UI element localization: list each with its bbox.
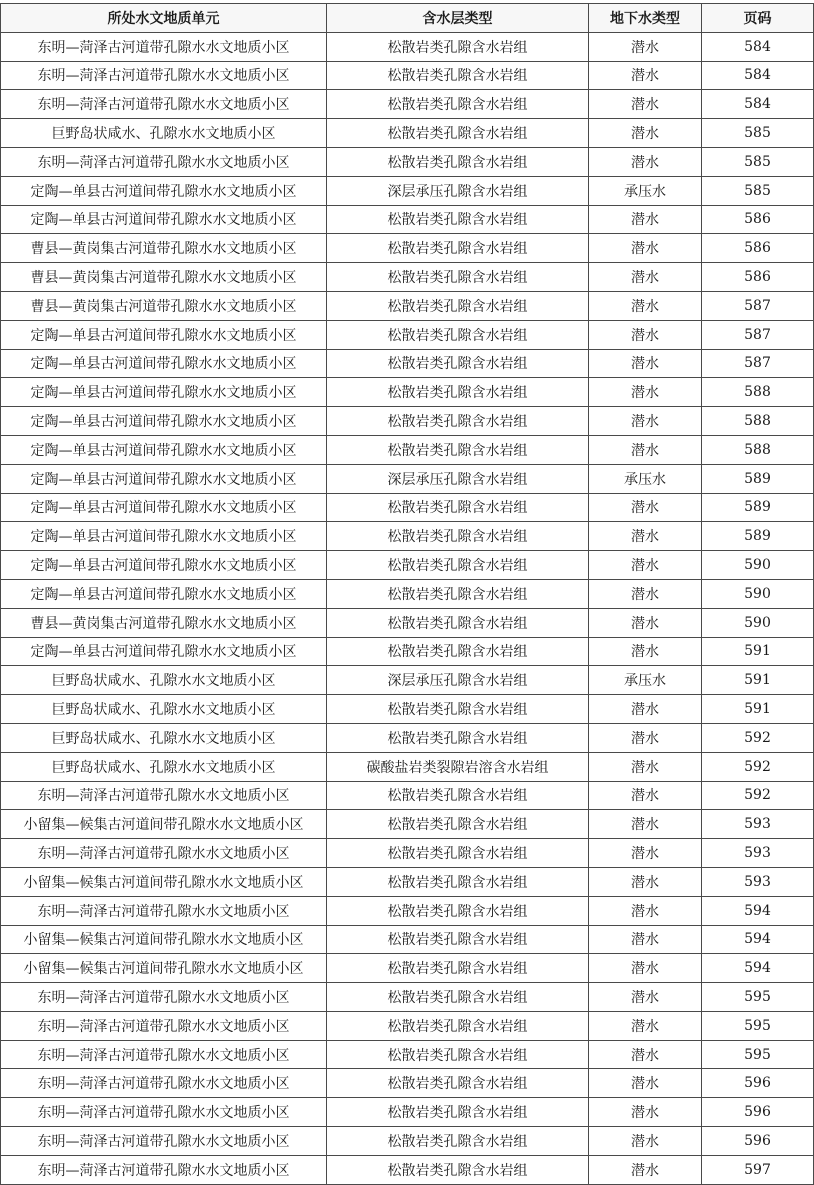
cell-page-number: 586 <box>702 205 814 234</box>
table-row <box>1 119 814 148</box>
cell-groundwater-type: 潜水 <box>589 579 702 608</box>
table-row <box>1 983 814 1012</box>
cell-groundwater-type: 潜水 <box>589 954 702 983</box>
cell-page-number: 587 <box>702 320 814 349</box>
cell-page-number: 590 <box>702 551 814 580</box>
cell-hydrogeologic-unit: 定陶—单县古河道间带孔隙水水文地质小区 <box>1 522 327 551</box>
cell-page-number: 594 <box>702 896 814 925</box>
cell-groundwater-type: 潜水 <box>589 896 702 925</box>
cell-groundwater-type: 潜水 <box>589 810 702 839</box>
cell-groundwater-type: 潜水 <box>589 1155 702 1184</box>
cell-aquifer-type: 松散岩类孔隙含水岩组 <box>327 90 589 119</box>
cell-page-number: 591 <box>702 695 814 724</box>
cell-aquifer-type: 碳酸盐岩类裂隙岩溶含水岩组 <box>327 752 589 781</box>
cell-page-number: 590 <box>702 608 814 637</box>
cell-hydrogeologic-unit: 东明—菏泽古河道带孔隙水水文地质小区 <box>1 1098 327 1127</box>
cell-hydrogeologic-unit: 东明—菏泽古河道带孔隙水水文地质小区 <box>1 1155 327 1184</box>
cell-aquifer-type: 松散岩类孔隙含水岩组 <box>327 61 589 90</box>
cell-page-number: 590 <box>702 579 814 608</box>
cell-page-number: 586 <box>702 234 814 263</box>
cell-groundwater-type: 潜水 <box>589 608 702 637</box>
cell-aquifer-type: 深层承压孔隙含水岩组 <box>327 176 589 205</box>
cell-groundwater-type: 潜水 <box>589 695 702 724</box>
table-row <box>1 1069 814 1098</box>
cell-page-number: 594 <box>702 925 814 954</box>
cell-groundwater-type: 潜水 <box>589 234 702 263</box>
table-row <box>1 407 814 436</box>
cell-aquifer-type: 松散岩类孔隙含水岩组 <box>327 205 589 234</box>
table-row <box>1 522 814 551</box>
cell-aquifer-type: 松散岩类孔隙含水岩组 <box>327 320 589 349</box>
cell-groundwater-type: 潜水 <box>589 320 702 349</box>
cell-hydrogeologic-unit: 曹县—黄岗集古河道带孔隙水水文地质小区 <box>1 263 327 292</box>
cell-aquifer-type: 松散岩类孔隙含水岩组 <box>327 723 589 752</box>
cell-hydrogeologic-unit: 巨野岛状咸水、孔隙水水文地质小区 <box>1 666 327 695</box>
cell-groundwater-type: 承压水 <box>589 176 702 205</box>
table-row <box>1 1011 814 1040</box>
cell-groundwater-type: 潜水 <box>589 1098 702 1127</box>
table-row <box>1 147 814 176</box>
cell-aquifer-type: 松散岩类孔隙含水岩组 <box>327 1127 589 1156</box>
cell-page-number: 587 <box>702 291 814 320</box>
table-row <box>1 90 814 119</box>
cell-hydrogeologic-unit: 东明—菏泽古河道带孔隙水水文地质小区 <box>1 1069 327 1098</box>
cell-aquifer-type: 松散岩类孔隙含水岩组 <box>327 32 589 61</box>
cell-aquifer-type: 松散岩类孔隙含水岩组 <box>327 263 589 292</box>
cell-aquifer-type: 松散岩类孔隙含水岩组 <box>327 954 589 983</box>
cell-hydrogeologic-unit: 东明—菏泽古河道带孔隙水水文地质小区 <box>1 1011 327 1040</box>
cell-aquifer-type: 松散岩类孔隙含水岩组 <box>327 522 589 551</box>
cell-page-number: 585 <box>702 147 814 176</box>
cell-hydrogeologic-unit: 东明—菏泽古河道带孔隙水水文地质小区 <box>1 32 327 61</box>
cell-aquifer-type: 松散岩类孔隙含水岩组 <box>327 493 589 522</box>
cell-hydrogeologic-unit: 东明—菏泽古河道带孔隙水水文地质小区 <box>1 1127 327 1156</box>
table-row <box>1 493 814 522</box>
cell-aquifer-type: 松散岩类孔隙含水岩组 <box>327 1011 589 1040</box>
cell-aquifer-type: 松散岩类孔隙含水岩组 <box>327 810 589 839</box>
cell-groundwater-type: 潜水 <box>589 781 702 810</box>
cell-groundwater-type: 潜水 <box>589 291 702 320</box>
cell-page-number: 595 <box>702 983 814 1012</box>
cell-groundwater-type: 潜水 <box>589 349 702 378</box>
cell-page-number: 591 <box>702 637 814 666</box>
cell-aquifer-type: 松散岩类孔隙含水岩组 <box>327 896 589 925</box>
cell-page-number: 596 <box>702 1098 814 1127</box>
cell-page-number: 584 <box>702 90 814 119</box>
table-row <box>1 263 814 292</box>
table-row <box>1 608 814 637</box>
table-row <box>1 723 814 752</box>
cell-page-number: 594 <box>702 954 814 983</box>
cell-groundwater-type: 潜水 <box>589 522 702 551</box>
table-row <box>1 810 814 839</box>
table-row <box>1 291 814 320</box>
cell-page-number: 591 <box>702 666 814 695</box>
cell-aquifer-type: 松散岩类孔隙含水岩组 <box>327 695 589 724</box>
cell-hydrogeologic-unit: 巨野岛状咸水、孔隙水水文地质小区 <box>1 695 327 724</box>
cell-hydrogeologic-unit: 小留集—候集古河道间带孔隙水水文地质小区 <box>1 925 327 954</box>
table-row <box>1 205 814 234</box>
header-hydrogeologic-unit: 所处水文地质单元 <box>1 4 327 33</box>
cell-hydrogeologic-unit: 东明—菏泽古河道带孔隙水水文地质小区 <box>1 983 327 1012</box>
cell-page-number: 587 <box>702 349 814 378</box>
cell-hydrogeologic-unit: 定陶—单县古河道间带孔隙水水文地质小区 <box>1 205 327 234</box>
cell-aquifer-type: 松散岩类孔隙含水岩组 <box>327 234 589 263</box>
cell-aquifer-type: 松散岩类孔隙含水岩组 <box>327 378 589 407</box>
cell-groundwater-type: 潜水 <box>589 435 702 464</box>
cell-aquifer-type: 松散岩类孔隙含水岩组 <box>327 291 589 320</box>
table-row <box>1 435 814 464</box>
cell-hydrogeologic-unit: 曹县—黄岗集古河道带孔隙水水文地质小区 <box>1 608 327 637</box>
cell-page-number: 589 <box>702 493 814 522</box>
cell-groundwater-type: 潜水 <box>589 32 702 61</box>
table-row <box>1 637 814 666</box>
cell-hydrogeologic-unit: 曹县—黄岗集古河道带孔隙水水文地质小区 <box>1 291 327 320</box>
table-row <box>1 1155 814 1184</box>
cell-aquifer-type: 松散岩类孔隙含水岩组 <box>327 637 589 666</box>
table-row <box>1 349 814 378</box>
table-row <box>1 464 814 493</box>
cell-aquifer-type: 松散岩类孔隙含水岩组 <box>327 579 589 608</box>
cell-hydrogeologic-unit: 定陶—单县古河道间带孔隙水水文地质小区 <box>1 637 327 666</box>
cell-hydrogeologic-unit: 巨野岛状咸水、孔隙水水文地质小区 <box>1 723 327 752</box>
cell-page-number: 585 <box>702 176 814 205</box>
cell-groundwater-type: 潜水 <box>589 1040 702 1069</box>
cell-aquifer-type: 松散岩类孔隙含水岩组 <box>327 435 589 464</box>
cell-page-number: 596 <box>702 1069 814 1098</box>
cell-page-number: 596 <box>702 1127 814 1156</box>
table-row <box>1 896 814 925</box>
cell-hydrogeologic-unit: 巨野岛状咸水、孔隙水水文地质小区 <box>1 119 327 148</box>
table-row <box>1 1127 814 1156</box>
cell-page-number: 589 <box>702 464 814 493</box>
table-row <box>1 752 814 781</box>
cell-aquifer-type: 深层承压孔隙含水岩组 <box>327 666 589 695</box>
cell-hydrogeologic-unit: 定陶—单县古河道间带孔隙水水文地质小区 <box>1 435 327 464</box>
cell-page-number: 589 <box>702 522 814 551</box>
cell-groundwater-type: 潜水 <box>589 1069 702 1098</box>
cell-page-number: 588 <box>702 435 814 464</box>
cell-hydrogeologic-unit: 巨野岛状咸水、孔隙水水文地质小区 <box>1 752 327 781</box>
cell-groundwater-type: 潜水 <box>589 723 702 752</box>
cell-groundwater-type: 潜水 <box>589 752 702 781</box>
cell-hydrogeologic-unit: 东明—菏泽古河道带孔隙水水文地质小区 <box>1 90 327 119</box>
cell-groundwater-type: 潜水 <box>589 378 702 407</box>
cell-aquifer-type: 松散岩类孔隙含水岩组 <box>327 839 589 868</box>
cell-aquifer-type: 松散岩类孔隙含水岩组 <box>327 1098 589 1127</box>
cell-groundwater-type: 潜水 <box>589 983 702 1012</box>
table-row <box>1 1098 814 1127</box>
hydrogeology-table <box>0 3 814 1185</box>
header-aquifer-type: 含水层类型 <box>327 4 589 33</box>
cell-hydrogeologic-unit: 定陶—单县古河道间带孔隙水水文地质小区 <box>1 579 327 608</box>
table-row <box>1 234 814 263</box>
table-row <box>1 378 814 407</box>
table-row <box>1 781 814 810</box>
cell-aquifer-type: 松散岩类孔隙含水岩组 <box>327 1040 589 1069</box>
table-body <box>1 32 814 1184</box>
cell-aquifer-type: 松散岩类孔隙含水岩组 <box>327 781 589 810</box>
cell-aquifer-type: 松散岩类孔隙含水岩组 <box>327 119 589 148</box>
cell-page-number: 588 <box>702 407 814 436</box>
table-row <box>1 925 814 954</box>
cell-groundwater-type: 潜水 <box>589 119 702 148</box>
cell-aquifer-type: 松散岩类孔隙含水岩组 <box>327 867 589 896</box>
cell-hydrogeologic-unit: 曹县—黄岗集古河道带孔隙水水文地质小区 <box>1 234 327 263</box>
cell-groundwater-type: 潜水 <box>589 637 702 666</box>
header-page-number: 页码 <box>702 4 814 33</box>
cell-groundwater-type: 潜水 <box>589 1127 702 1156</box>
cell-page-number: 585 <box>702 119 814 148</box>
cell-page-number: 593 <box>702 810 814 839</box>
cell-groundwater-type: 潜水 <box>589 493 702 522</box>
cell-groundwater-type: 承压水 <box>589 666 702 695</box>
cell-groundwater-type: 承压水 <box>589 464 702 493</box>
cell-page-number: 595 <box>702 1040 814 1069</box>
cell-hydrogeologic-unit: 小留集—候集古河道间带孔隙水水文地质小区 <box>1 954 327 983</box>
table-row <box>1 579 814 608</box>
cell-hydrogeologic-unit: 小留集—候集古河道间带孔隙水水文地质小区 <box>1 810 327 839</box>
cell-groundwater-type: 潜水 <box>589 263 702 292</box>
cell-groundwater-type: 潜水 <box>589 551 702 580</box>
cell-hydrogeologic-unit: 东明—菏泽古河道带孔隙水水文地质小区 <box>1 896 327 925</box>
cell-groundwater-type: 潜水 <box>589 147 702 176</box>
table-row <box>1 867 814 896</box>
cell-groundwater-type: 潜水 <box>589 867 702 896</box>
table-row <box>1 695 814 724</box>
header-row <box>1 4 814 33</box>
cell-hydrogeologic-unit: 定陶—单县古河道间带孔隙水水文地质小区 <box>1 464 327 493</box>
cell-page-number: 588 <box>702 378 814 407</box>
cell-hydrogeologic-unit: 东明—菏泽古河道带孔隙水水文地质小区 <box>1 781 327 810</box>
cell-aquifer-type: 松散岩类孔隙含水岩组 <box>327 551 589 580</box>
cell-hydrogeologic-unit: 定陶—单县古河道间带孔隙水水文地质小区 <box>1 349 327 378</box>
cell-hydrogeologic-unit: 定陶—单县古河道间带孔隙水水文地质小区 <box>1 320 327 349</box>
cell-page-number: 584 <box>702 61 814 90</box>
cell-groundwater-type: 潜水 <box>589 90 702 119</box>
cell-hydrogeologic-unit: 定陶—单县古河道间带孔隙水水文地质小区 <box>1 493 327 522</box>
cell-page-number: 595 <box>702 1011 814 1040</box>
cell-groundwater-type: 潜水 <box>589 205 702 234</box>
header-groundwater-type: 地下水类型 <box>589 4 702 33</box>
table-row <box>1 176 814 205</box>
cell-hydrogeologic-unit: 东明—菏泽古河道带孔隙水水文地质小区 <box>1 61 327 90</box>
cell-aquifer-type: 松散岩类孔隙含水岩组 <box>327 1155 589 1184</box>
cell-hydrogeologic-unit: 东明—菏泽古河道带孔隙水水文地质小区 <box>1 839 327 868</box>
cell-hydrogeologic-unit: 东明—菏泽古河道带孔隙水水文地质小区 <box>1 147 327 176</box>
cell-page-number: 593 <box>702 867 814 896</box>
cell-aquifer-type: 松散岩类孔隙含水岩组 <box>327 983 589 1012</box>
cell-hydrogeologic-unit: 定陶—单县古河道间带孔隙水水文地质小区 <box>1 378 327 407</box>
cell-page-number: 592 <box>702 752 814 781</box>
cell-page-number: 592 <box>702 781 814 810</box>
cell-aquifer-type: 松散岩类孔隙含水岩组 <box>327 925 589 954</box>
table-row <box>1 954 814 983</box>
table-row <box>1 1040 814 1069</box>
table-row <box>1 32 814 61</box>
cell-aquifer-type: 松散岩类孔隙含水岩组 <box>327 1069 589 1098</box>
cell-page-number: 592 <box>702 723 814 752</box>
cell-groundwater-type: 潜水 <box>589 925 702 954</box>
cell-aquifer-type: 松散岩类孔隙含水岩组 <box>327 147 589 176</box>
table-row <box>1 839 814 868</box>
cell-aquifer-type: 松散岩类孔隙含水岩组 <box>327 407 589 436</box>
table-row <box>1 551 814 580</box>
cell-page-number: 586 <box>702 263 814 292</box>
cell-hydrogeologic-unit: 定陶—单县古河道间带孔隙水水文地质小区 <box>1 551 327 580</box>
cell-aquifer-type: 松散岩类孔隙含水岩组 <box>327 349 589 378</box>
cell-groundwater-type: 潜水 <box>589 407 702 436</box>
table-row <box>1 61 814 90</box>
cell-groundwater-type: 潜水 <box>589 839 702 868</box>
cell-groundwater-type: 潜水 <box>589 1011 702 1040</box>
cell-aquifer-type: 深层承压孔隙含水岩组 <box>327 464 589 493</box>
table-header <box>1 4 814 33</box>
cell-page-number: 593 <box>702 839 814 868</box>
cell-aquifer-type: 松散岩类孔隙含水岩组 <box>327 608 589 637</box>
table-row <box>1 320 814 349</box>
cell-page-number: 584 <box>702 32 814 61</box>
cell-groundwater-type: 潜水 <box>589 61 702 90</box>
cell-hydrogeologic-unit: 定陶—单县古河道间带孔隙水水文地质小区 <box>1 176 327 205</box>
table-row <box>1 666 814 695</box>
cell-hydrogeologic-unit: 东明—菏泽古河道带孔隙水水文地质小区 <box>1 1040 327 1069</box>
cell-hydrogeologic-unit: 定陶—单县古河道间带孔隙水水文地质小区 <box>1 407 327 436</box>
cell-page-number: 597 <box>702 1155 814 1184</box>
cell-hydrogeologic-unit: 小留集—候集古河道间带孔隙水水文地质小区 <box>1 867 327 896</box>
